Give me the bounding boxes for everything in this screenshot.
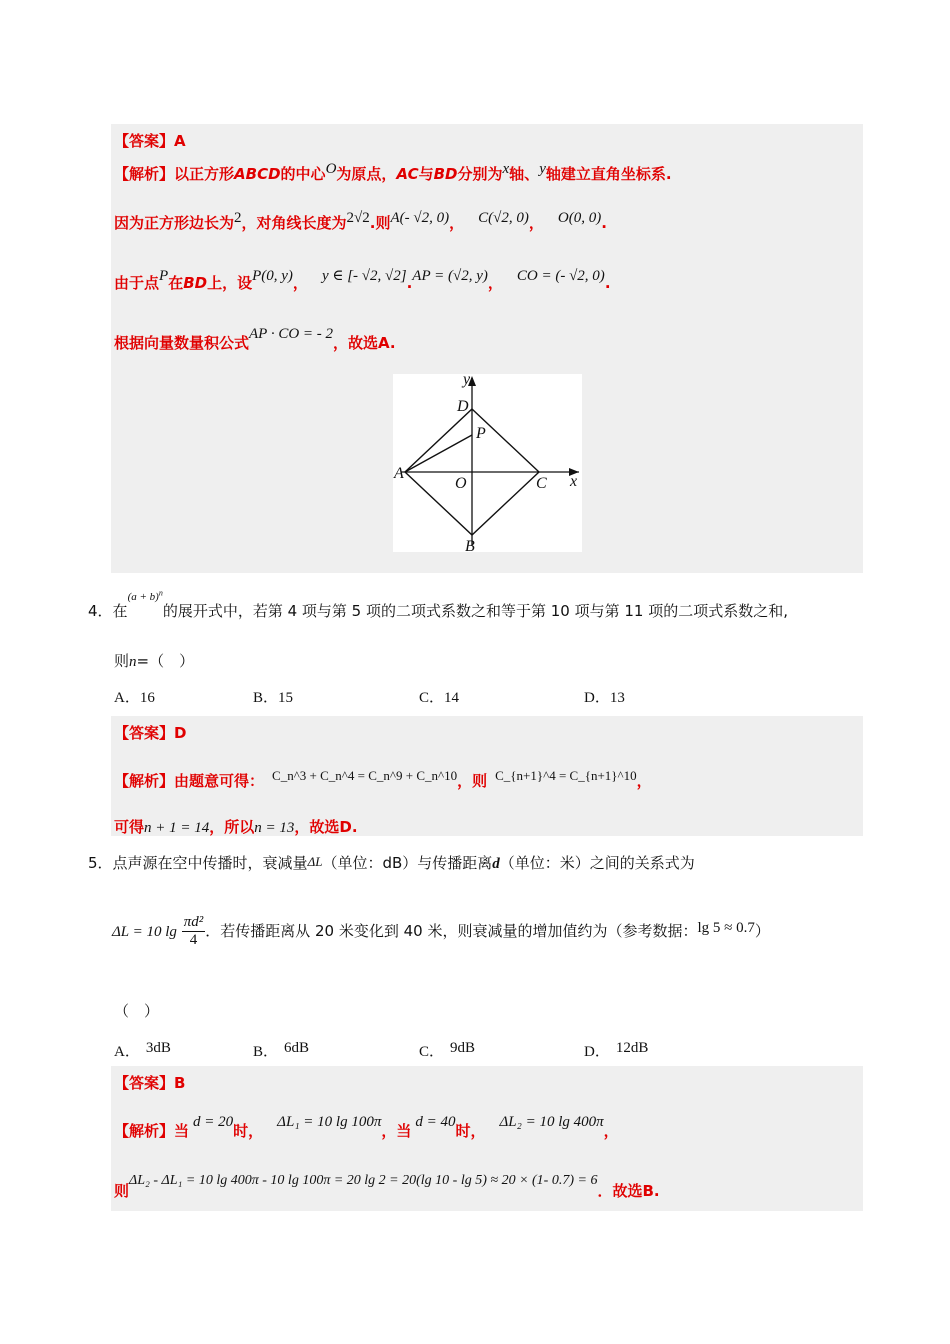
text: 与 — [418, 165, 434, 183]
option-letter: C． — [419, 1044, 445, 1060]
text: 因为正方形边长为 — [114, 214, 235, 232]
q3-answer-tag: 【答案】A — [114, 132, 186, 150]
bd-label: BD — [183, 274, 208, 292]
square-coordinate-figure — [393, 374, 582, 552]
text: 点声源在空中传播时，衰减量 — [112, 854, 308, 872]
text: ，故选 — [333, 334, 379, 352]
text: ， — [603, 1122, 619, 1140]
q5-analysis-line2 — [114, 1173, 660, 1201]
text: 根据向量数量积公式 — [114, 334, 250, 352]
text: 则 — [114, 652, 130, 670]
text: 由题意可得： — [174, 772, 265, 790]
vector-ap: AP = (√2, y) — [412, 268, 488, 284]
abcd-label: ABCD — [234, 165, 281, 183]
combination-formula-1: C_n^3 + C_n^4 = C_n^9 + C_n^10 — [272, 768, 458, 783]
delta-l-symbol: ΔL — [307, 854, 323, 869]
n-symbol: n — [129, 654, 137, 670]
vector-co: CO = (- √2, 0) — [516, 268, 605, 284]
text: ，所以 — [209, 818, 255, 836]
text: 时， — [233, 1122, 264, 1140]
text: ，故选 — [294, 818, 340, 836]
q4-option-c[interactable]: C．14 — [419, 690, 460, 706]
option-letter: B． — [253, 1044, 279, 1060]
combination-formula-2: C_{n+1}^4 = C_{n+1}^10 — [495, 768, 637, 783]
equation-n-plus-1: n + 1 = 14 — [144, 820, 210, 836]
p-coord: P(0, y) — [252, 268, 293, 284]
analysis-tag: 【解析】 — [114, 772, 175, 790]
label-a: A — [394, 465, 404, 482]
p-symbol: P — [159, 268, 169, 284]
text: （单位：dB）与传播距离 — [322, 854, 493, 872]
choice: D. — [339, 818, 358, 836]
q5-answer-tag: 【答案】B — [114, 1074, 186, 1092]
option-value: 9dB — [450, 1040, 476, 1056]
q4-option-b[interactable]: B．15 — [253, 690, 294, 706]
text: ．若传播距离从 20 米变化到 40 米，则衰减量的增加值约为（参考数据： — [205, 922, 698, 940]
label-x: x — [570, 473, 578, 490]
q5-option-a[interactable] — [114, 1036, 171, 1060]
ac-label: AC — [396, 165, 419, 183]
q5-line2 — [112, 914, 770, 949]
q4-line2 — [114, 650, 194, 671]
formula-fraction — [182, 914, 206, 949]
q5-line1 — [88, 852, 695, 873]
text: 由于点 — [114, 274, 160, 292]
reference-value: lg 5 ≈ 0.7 — [697, 920, 755, 936]
label-p: P — [476, 425, 486, 442]
text: . — [406, 274, 413, 292]
text: 时， — [455, 1122, 486, 1140]
text: 轴、 — [509, 165, 540, 183]
question-number: 4． — [88, 602, 113, 620]
q4-analysis-line2 — [114, 816, 358, 837]
option-letter: D． — [584, 1044, 610, 1060]
label-o: O — [455, 475, 467, 492]
option-value: 6dB — [284, 1040, 310, 1056]
text: .则 — [369, 214, 391, 232]
q3-analysis-line3 — [114, 268, 611, 293]
diagonal-length: 2√2 — [346, 210, 370, 226]
q3-analysis-line1 — [114, 163, 672, 184]
q3-analysis-line2 — [114, 212, 607, 233]
analysis-tag: 【解析】 — [114, 1122, 175, 1140]
q4-option-d[interactable]: D．13 — [584, 690, 625, 706]
text: ， — [487, 274, 503, 292]
text: ，对角线长度为 — [241, 214, 347, 232]
text: ， — [636, 772, 652, 790]
formula-left: ΔL = 10 lg — [112, 924, 177, 940]
text: 分别为 — [457, 165, 503, 183]
text: ，则 — [457, 772, 488, 790]
text: ，当 — [381, 1122, 412, 1140]
q5-paren: （ ） — [114, 1002, 160, 1020]
label-d: D — [457, 398, 469, 415]
bd-label: BD — [433, 165, 458, 183]
text: . — [601, 214, 607, 232]
text: ， — [449, 214, 465, 232]
dot-product-formula: AP · CO = - 2 — [249, 326, 334, 342]
q5-analysis-line1 — [114, 1114, 619, 1141]
text: 在 — [112, 602, 128, 620]
expr-base: (a + b) — [127, 591, 159, 603]
text: ．故选 — [597, 1182, 643, 1200]
text: 的中心 — [280, 165, 326, 183]
point-a-coord: A(- √2, 0) — [390, 210, 450, 226]
q4-option-a[interactable]: A．16 — [114, 690, 155, 706]
option-value: 12dB — [615, 1040, 649, 1056]
q5-option-b[interactable] — [253, 1036, 310, 1060]
q4-line1 — [88, 588, 788, 621]
text: ） — [754, 922, 770, 940]
text: 轴建立直角坐标系. — [545, 165, 672, 183]
label-b: B — [465, 538, 475, 552]
fraction-denominator: 4 — [189, 932, 198, 948]
difference-formula: ΔL₂ - ΔL₁ = 10 lg 400π - 10 lg 100π = 20 lg 2 = 20(lg 10 - lg 5) ≈ 20 × (1- 0.7) = 6 — [129, 1173, 598, 1188]
origin-symbol: O — [325, 161, 337, 177]
x-symbol: x — [502, 161, 510, 177]
d-equals-20: d = 20 — [193, 1114, 234, 1130]
y-symbol: y — [539, 161, 546, 177]
point-o-coord: O(0, 0) — [557, 210, 602, 226]
q4-analysis-line1 — [114, 770, 652, 791]
choice: B. — [642, 1182, 660, 1200]
text: （单位：米）之间的关系式为 — [499, 854, 695, 872]
y-range: y ∈ [- √2, √2] — [321, 268, 407, 284]
text: 为原点， — [336, 165, 397, 183]
analysis-tag: 【解析】 — [114, 165, 175, 183]
text: 上，设 — [207, 274, 253, 292]
text: 在 — [168, 274, 184, 292]
d-equals-40: d = 40 — [415, 1114, 456, 1130]
delta-l1-formula: ΔL₁ = 10 lg 100π — [277, 1114, 382, 1130]
text: 可得 — [114, 818, 145, 836]
equation-n: n = 13 — [254, 820, 295, 836]
label-c: C — [536, 475, 547, 492]
delta-l2-formula: ΔL₂ = 10 lg 400π — [499, 1114, 604, 1130]
choice: A. — [378, 334, 396, 352]
expr-exponent: n — [158, 588, 163, 598]
question-number: 5． — [88, 854, 113, 872]
text: 则 — [114, 1182, 130, 1200]
text: 当 — [174, 1122, 190, 1140]
text: ， — [528, 214, 544, 232]
q5-option-c[interactable] — [419, 1036, 476, 1060]
text: 的展开式中，若第 4 项与第 5 项的二项式系数之和等于第 10 项与第 11 项的二项式系数之和, — [162, 602, 788, 620]
q4-answer-tag: 【答案】D — [114, 724, 187, 742]
text: 以正方形 — [174, 165, 235, 183]
q3-analysis-line4 — [114, 326, 396, 353]
binomial-expr — [127, 588, 163, 603]
d-symbol: d — [492, 856, 500, 872]
side-length: 2 — [234, 210, 242, 226]
label-y: y — [463, 374, 471, 388]
text: . — [604, 274, 611, 292]
text: =（ ） — [136, 652, 195, 670]
q5-option-d[interactable] — [584, 1036, 649, 1060]
point-c-coord: C(√2, 0) — [478, 210, 529, 226]
option-value: 3dB — [145, 1040, 171, 1056]
text: ， — [292, 274, 308, 292]
fraction-numerator: πd² — [183, 914, 204, 930]
option-letter: A． — [114, 1044, 140, 1060]
